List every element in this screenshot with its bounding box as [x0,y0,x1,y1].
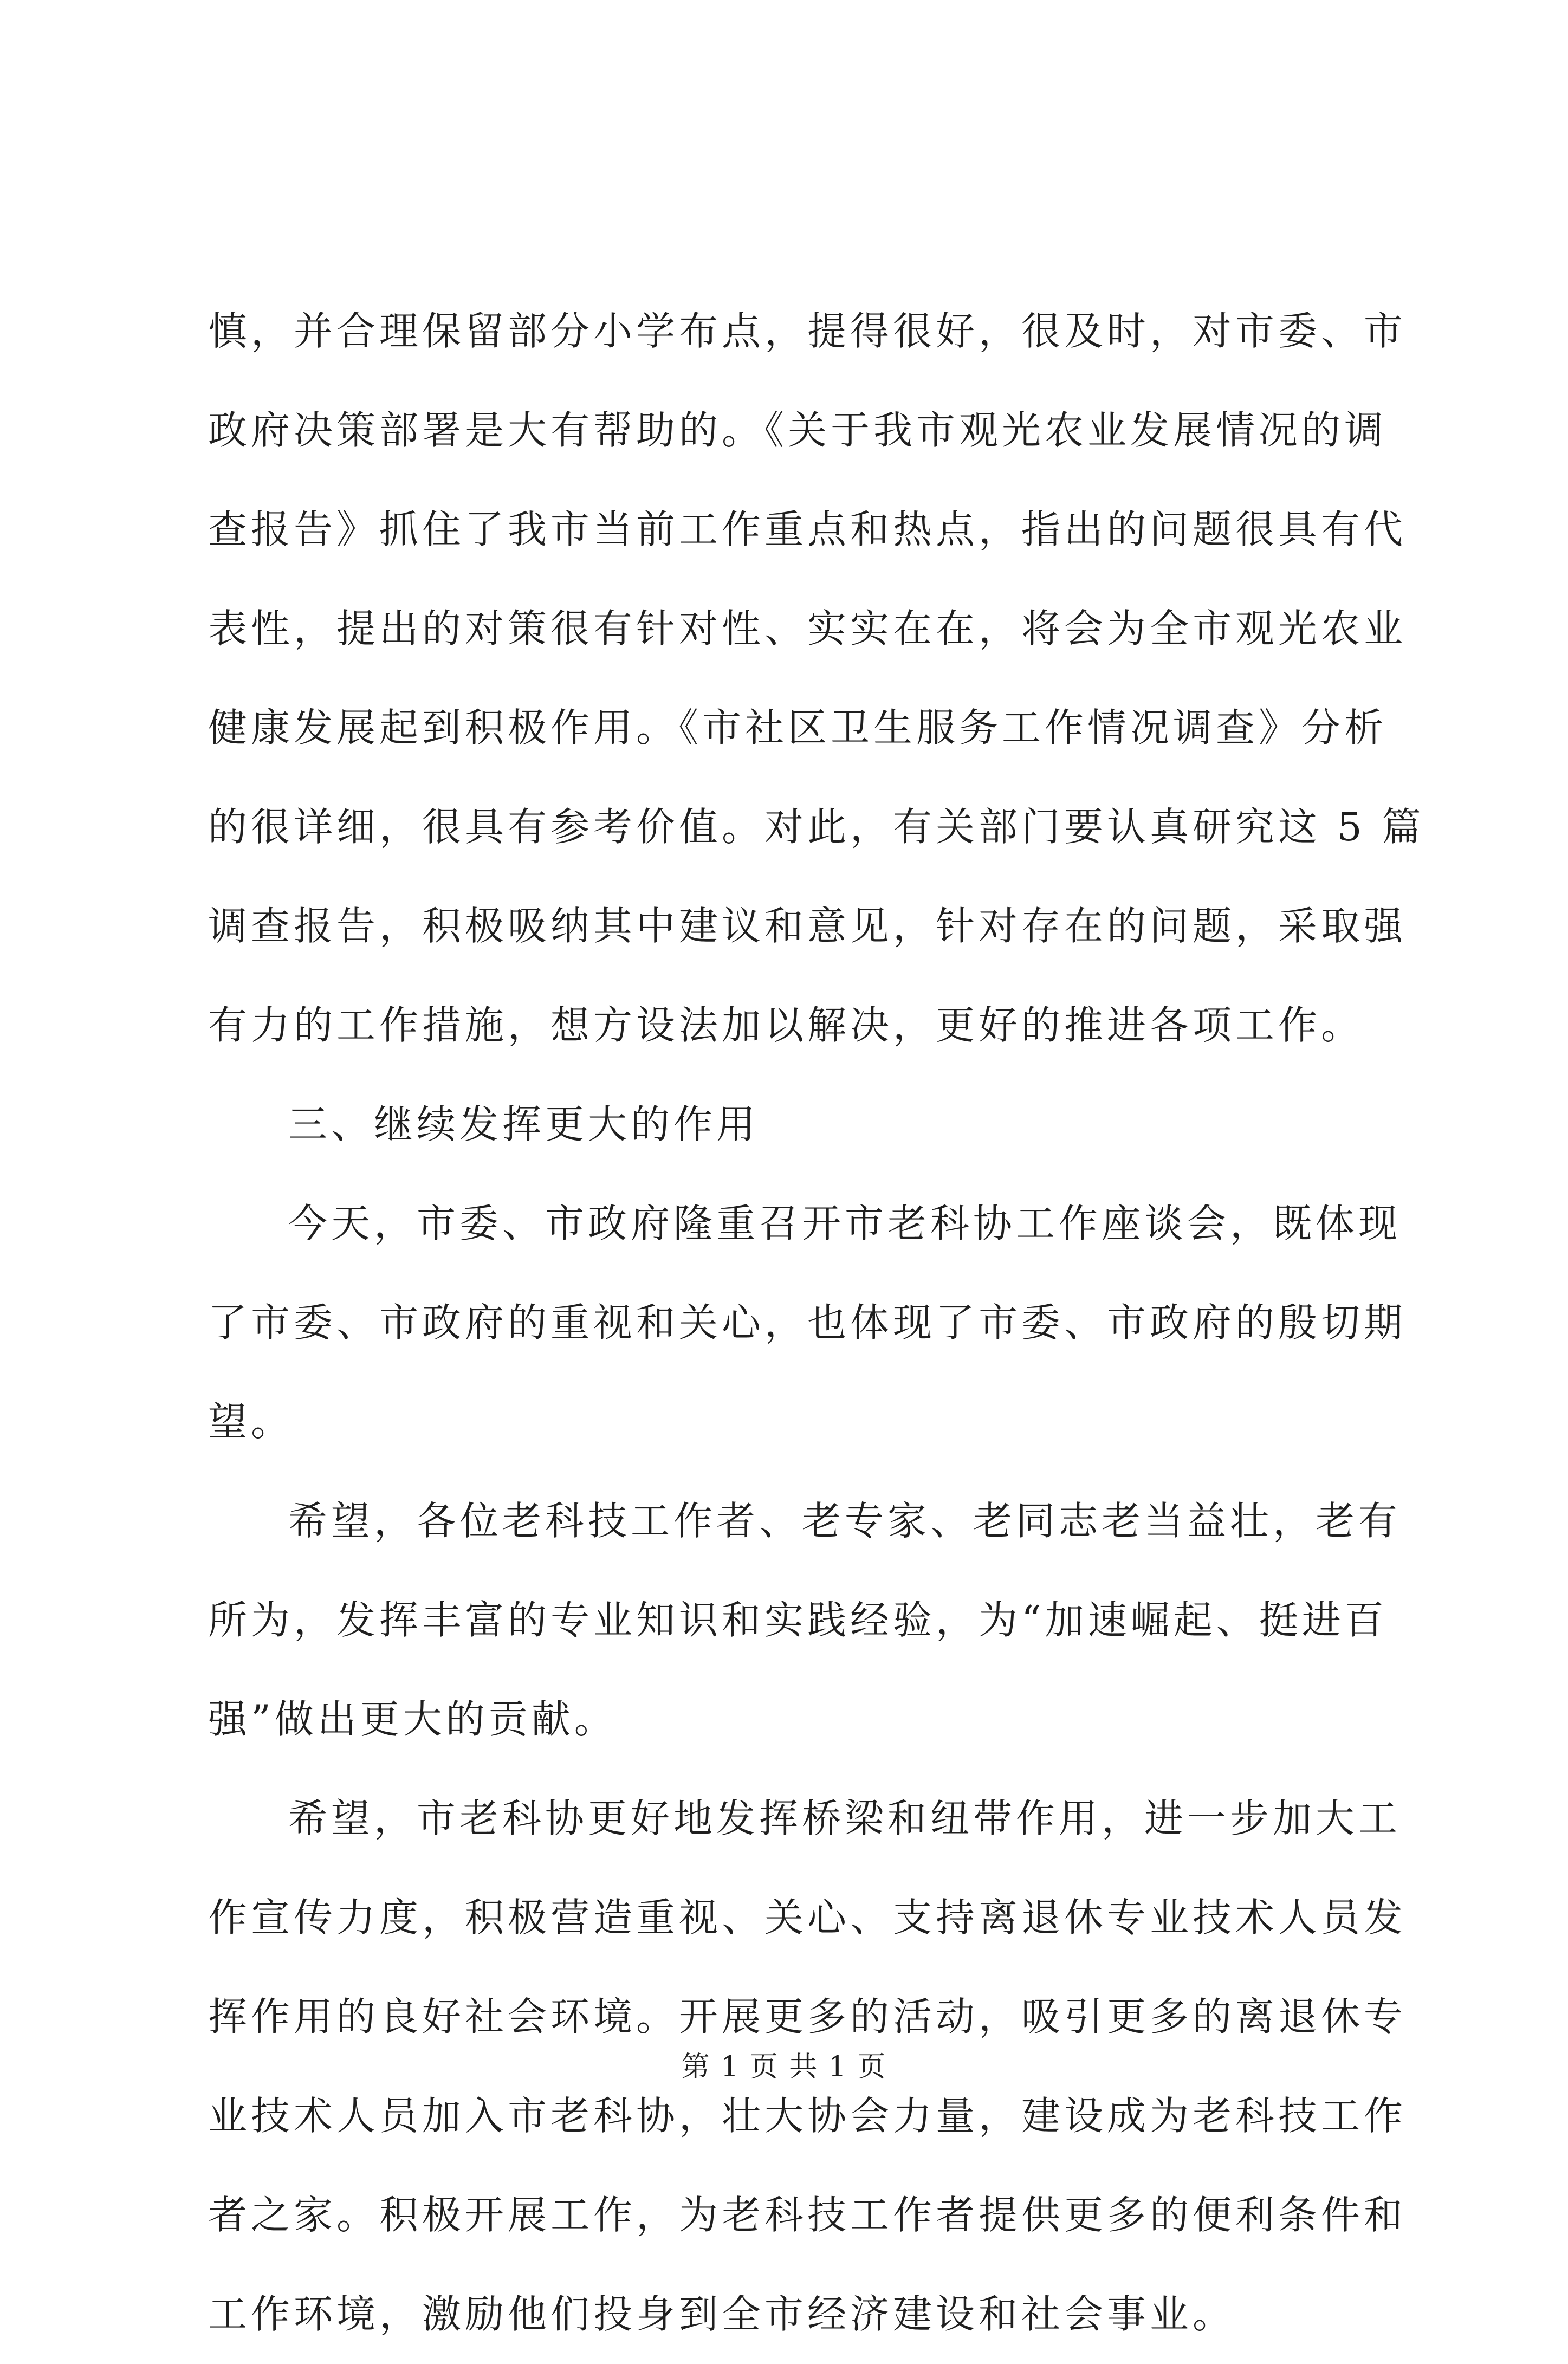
section-heading: 三、继续发挥更大的作用 [288,1102,760,1147]
text-line: 慎，并合理保留部分小学布点，提得很好，很及时，对市委、市 [208,308,1407,354]
text-line: 调查报告，积极吸纳其中建议和意见，针对存在的问题，采取强 [208,903,1407,949]
text-line: 业技术人员加入市老科协，壮大协会力量，建设成为老科技工作 [208,2093,1407,2139]
page-footer: 第 1 页 共 1 页 [681,2051,887,2083]
text-line: 的很详细，很具有参考价值。对此，有关部门要认真研究这 5 篇 [208,804,1425,850]
text-line: 查报告》抓住了我市当前工作重点和热点，指出的问题很具有代 [208,507,1407,552]
text-line: 希望，市老科协更好地发挥桥梁和纽带作用，进一步加大工 [288,1796,1402,1841]
text-line: 表性，提出的对策很有针对性、实实在在，将会为全市观光农业 [208,606,1407,651]
text-line: 强”做出更大的贡献。 [208,1696,617,1742]
text-line: 政府决策部署是大有帮助的。《关于我市观光农业发展情况的调 [208,407,1388,453]
text-line: 作宣传力度，积极营造重视、关心、支持离退休专业技术人员发 [208,1895,1407,1940]
text-line: 工作环境，激励他们投身到全市经济建设和社会事业。 [208,2291,1236,2337]
text-line: 者之家。积极开展工作，为老科技工作者提供更多的便利条件和 [208,2192,1407,2238]
text-line: 今天，市委、市政府隆重召开市老科协工作座谈会，既体现 [288,1201,1402,1246]
text-line: 挥作用的良好社会环境。开展更多的活动，吸引更多的离退休专 [208,1994,1407,2039]
text-line: 了市委、市政府的重视和关心，也体现了市委、市政府的殷切期 [208,1300,1407,1345]
text-line: 有力的工作措施，想方设法加以解决，更好的推进各项工作。 [208,1002,1364,1048]
text-line: 所为，发挥丰富的专业知识和实践经验，为“加速崛起、挺进百 [208,1597,1388,1643]
text-line: 望。 [208,1399,294,1445]
text-line: 健康发展起到积极作用。《市社区卫生服务工作情况调查》分析 [208,705,1388,750]
text-line: 希望，各位老科技工作者、老专家、老同志老当益壮，老有 [288,1498,1402,1544]
